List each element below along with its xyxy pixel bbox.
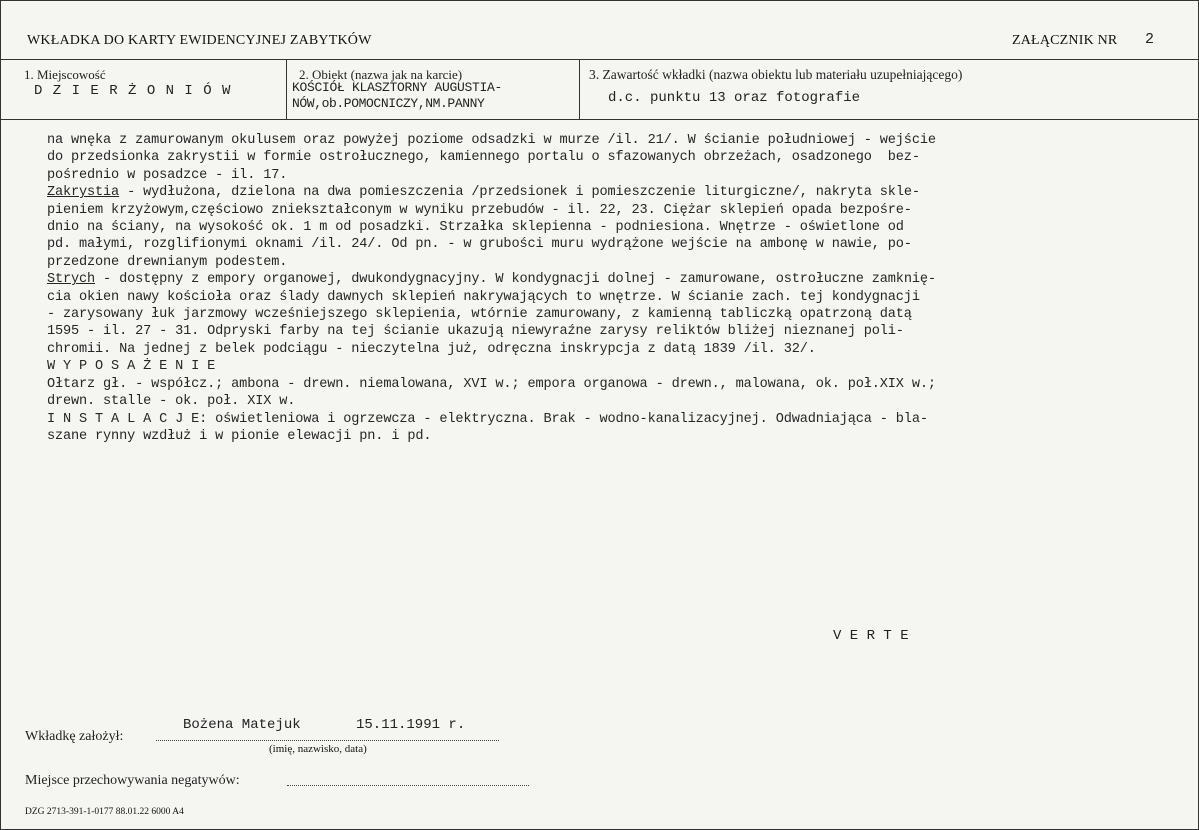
body-line: - zarysowany łuk jarzmowy wcześniejszego sklepienia, wtórnie zamurowany, z kamienną tabliczką opatrzoną datą [47, 307, 912, 323]
body-line: do przedsionka zakrystii w formie ostrołucznego, kamiennego portalu o sfazowanych obrzeżach, osadzonego bez- [47, 150, 920, 166]
body-line-text: - wydłużona, dzielona na dwa pomieszczenia /przedsionek i pomieszczenie liturgiczne/, nakryta skle- [119, 185, 920, 201]
body-line: na wnęka z zamurowanym okulusem oraz powyżej poziome odsadzki w murze /il. 21/. W ścianie południowej - wejście [47, 133, 936, 148]
author-hint: (imię, nazwisko, data) [269, 743, 367, 755]
body-line: dnio na ściany, na wysokość ok. 1 m od posadzki. Strzałka sklepienna - podniesiona. Wnętrze - oświetlone od [47, 220, 904, 236]
heading-strych: Strych [47, 272, 96, 288]
author-label: Wkładkę założył: [25, 729, 124, 744]
object-label: 2. Obiekt (nazwa jak na karcie) [299, 67, 463, 82]
print-code: DZG 2713-391-1-0177 88.01.22 6000 A4 [25, 807, 184, 817]
body-text [47, 132, 1187, 445]
body-line-text: - dostępny z empory organowej, dwukondygnacyjny. W kondygnacji dolnej - zamurowane, ostrołuczne zamknię- [95, 272, 936, 288]
field-separator-2 [579, 59, 580, 120]
negatives-dotted-line [287, 785, 529, 786]
body-line-strych [47, 271, 1187, 288]
negatives-label: Miejsce przechowywania negatywów: [25, 773, 240, 788]
body-line: drewn. stalle - ok. poł. XIX w. [47, 394, 296, 410]
attachment-number: 2 [1145, 31, 1155, 48]
body-line: pieniem krzyżowym,częściowo zniekształconym w wyniku przebudów - il. 22, 23. Ciężar sklepień opada bezpośre- [47, 202, 912, 218]
verte-mark: V E R T E [833, 628, 909, 644]
place-value: D Z I E R Ż O N I Ó W [34, 83, 232, 99]
card-title: WKŁADKA DO KARTY EWIDENCYJNEJ ZABYTKÓW [27, 33, 372, 48]
body-line: Ołtarz gł. - współcz.; ambona - drewn. niemalowana, XVI w.; empora organowa - drewn., malowana, ok. poł.XIX w.; [47, 376, 936, 392]
contents-label: 3. Zawartość wkładki (nazwa obiektu lub materiału uzupełniającego) [589, 67, 963, 82]
body-line: cia okien nawy kościoła oraz ślady dawnych sklepień nakrywających to wnętrze. W ścianie zach. tej kondygnacji [47, 289, 920, 305]
place-label: 1. Miejscowość [24, 67, 106, 82]
author-dotted-line [156, 740, 499, 741]
body-line: pd. małymi, rozglifionymi oknami /il. 24/. Od pn. - w grubości muru wydrążone wejście na ambonę w nawie, po- [47, 237, 912, 253]
body-line: pośrednio w posadzce - il. 17. [47, 167, 288, 183]
body-line: przedzone drewnianym podestem. [47, 254, 288, 270]
body-line: 1595 - il. 27 - 31. Odpryski farby na tej ścianie ukazują niewyraźne zarysy reliktów bliżej nieznanej poli- [47, 324, 904, 340]
object-value-line2: NÓW,ob.POMOCNICZY,NM.PANNY [292, 96, 485, 111]
field-separator-1 [286, 59, 287, 120]
date-value: 15.11.1991 r. [356, 717, 466, 733]
object-value-line1: KOŚCIÓŁ KLASZTORNY AUGUSTIA- [292, 80, 503, 95]
fields-divider [1, 119, 1198, 120]
heading-wyposazenie: W Y P O S A Ż E N I E [47, 359, 216, 375]
header-divider [1, 59, 1198, 60]
body-line-zakrystia [47, 184, 1187, 201]
attachment-label: ZAŁĄCZNIK NR [1012, 33, 1118, 48]
body-line-instalacje: I N S T A L A C J E: oświetleniowa i ogrzewcza - elektryczna. Brak - wodno-kanalizacyjnej. Odwadniająca - bla- [47, 411, 928, 427]
body-line: szane rynny wzdłuż i w pionie elewacji pn. i pd. [47, 428, 432, 444]
body-line: chromii. Na jednej z belek podciągu - nieczytelna już, odręczna inskrypcja z datą 1839 /il. 32/. [47, 341, 816, 357]
heading-zakrystia: Zakrystia [47, 185, 120, 201]
author-value: Bożena Matejuk [183, 717, 301, 733]
contents-value: d.c. punktu 13 oraz fotografie [608, 90, 861, 106]
